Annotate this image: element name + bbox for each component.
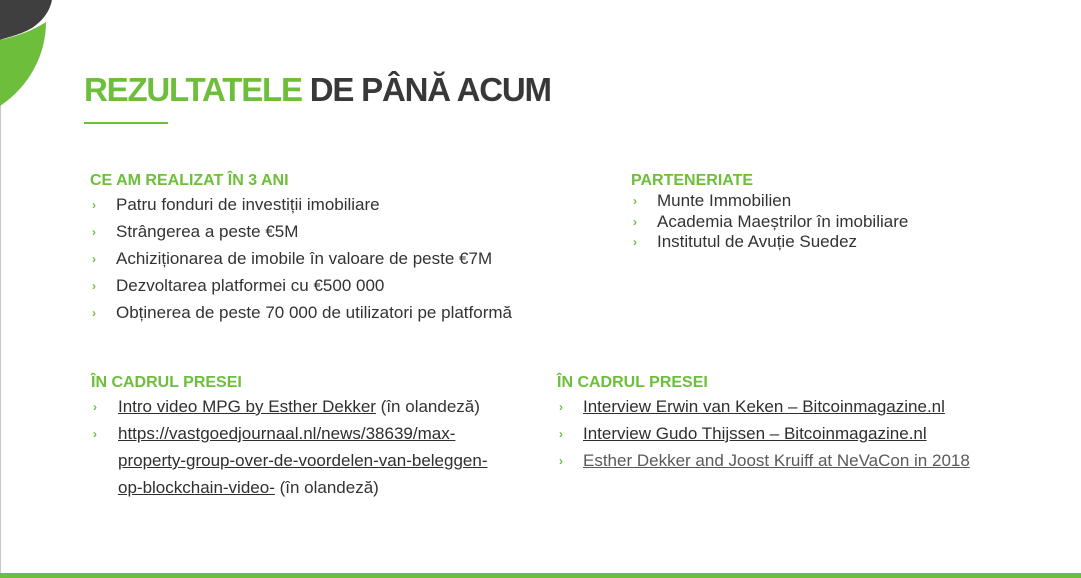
press-list-right bbox=[557, 393, 1057, 474]
press-section-right bbox=[557, 373, 1057, 474]
title-rest: DE PÂNĂ ACUM bbox=[309, 71, 551, 108]
list-item-text: Munte Immobilien bbox=[657, 191, 792, 210]
list-item bbox=[90, 245, 570, 272]
list-item bbox=[557, 393, 1057, 420]
list-item-text: Strângerea a peste €5M bbox=[116, 222, 299, 241]
list-item bbox=[91, 420, 531, 501]
page-title bbox=[84, 71, 551, 109]
partnerships-section bbox=[631, 171, 1051, 253]
list-item bbox=[90, 299, 570, 326]
chevron-right-icon: › bbox=[559, 400, 563, 414]
list-item bbox=[90, 272, 570, 299]
list-item bbox=[90, 218, 570, 245]
chevron-right-icon: › bbox=[633, 235, 637, 249]
press-heading-right: ÎN CADRUL PRESEI bbox=[557, 374, 708, 391]
vastgoedjournaal-link-line-1[interactable]: https://vastgoedjournaal.nl/news/38639/max- bbox=[118, 424, 456, 443]
chevron-right-icon: › bbox=[92, 225, 96, 239]
list-item bbox=[557, 447, 1057, 474]
list-item bbox=[631, 212, 1051, 233]
chevron-right-icon: › bbox=[559, 427, 563, 441]
nevacon-link[interactable]: Esther Dekker and Joost Kruiff at NeVaCon in 2018 bbox=[583, 451, 970, 470]
list-item bbox=[91, 393, 531, 420]
achievements-section bbox=[90, 171, 570, 326]
list-item-text: Obținerea de peste 70 000 de utilizatori pe platformă bbox=[116, 303, 512, 322]
achievements-heading: CE AM REALIZAT ÎN 3 ANI bbox=[90, 172, 289, 189]
language-note: (în olandeză) bbox=[279, 478, 379, 497]
chevron-right-icon: › bbox=[92, 252, 96, 266]
chevron-right-icon: › bbox=[92, 198, 96, 212]
list-item bbox=[631, 191, 1051, 212]
partnerships-heading: PARTENERIATE bbox=[631, 172, 754, 189]
press-section-left bbox=[91, 373, 531, 501]
press-list-left bbox=[91, 393, 531, 501]
interview-erwin-link[interactable]: Interview Erwin van Keken – Bitcoinmagazine.nl bbox=[583, 397, 945, 416]
list-item-text: Institutul de Avuție Suedez bbox=[657, 232, 858, 251]
brand-leaf-icon bbox=[0, 0, 60, 110]
list-item-text: Dezvoltarea platformei cu €500 000 bbox=[116, 276, 385, 295]
chevron-right-icon: › bbox=[559, 454, 563, 468]
bottom-accent-bar bbox=[0, 573, 1081, 578]
achievements-list bbox=[90, 191, 570, 326]
interview-gudo-link[interactable]: Interview Gudo Thijssen – Bitcoinmagazine.nl bbox=[583, 424, 927, 443]
list-item-text: Patru fonduri de investiții imobiliare bbox=[116, 195, 380, 214]
partnerships-list bbox=[631, 191, 1051, 253]
chevron-right-icon: › bbox=[92, 279, 96, 293]
intro-video-link[interactable]: Intro video MPG by Esther Dekker bbox=[118, 397, 376, 416]
list-item bbox=[90, 191, 570, 218]
press-heading-left: ÎN CADRUL PRESEI bbox=[91, 374, 242, 391]
list-item-text: Achiziționarea de imobile în valoare de peste €7M bbox=[116, 249, 493, 268]
language-note: (în olandeză) bbox=[380, 397, 480, 416]
chevron-right-icon: › bbox=[93, 400, 97, 414]
vastgoedjournaal-link-line-3[interactable]: op-blockchain-video- bbox=[118, 478, 275, 497]
list-item bbox=[557, 420, 1057, 447]
chevron-right-icon: › bbox=[92, 306, 96, 320]
vastgoedjournaal-link-line-2[interactable]: property-group-over-de-voordelen-van-beleggen- bbox=[118, 451, 488, 470]
chevron-right-icon: › bbox=[633, 194, 637, 208]
chevron-right-icon: › bbox=[93, 427, 97, 441]
list-item bbox=[631, 232, 1051, 253]
title-highlight: REZULTATELE bbox=[84, 71, 302, 108]
title-underline bbox=[84, 122, 168, 124]
chevron-right-icon: › bbox=[633, 214, 637, 229]
list-item-text: Academia Maeștrilor în imobiliare bbox=[657, 211, 909, 231]
